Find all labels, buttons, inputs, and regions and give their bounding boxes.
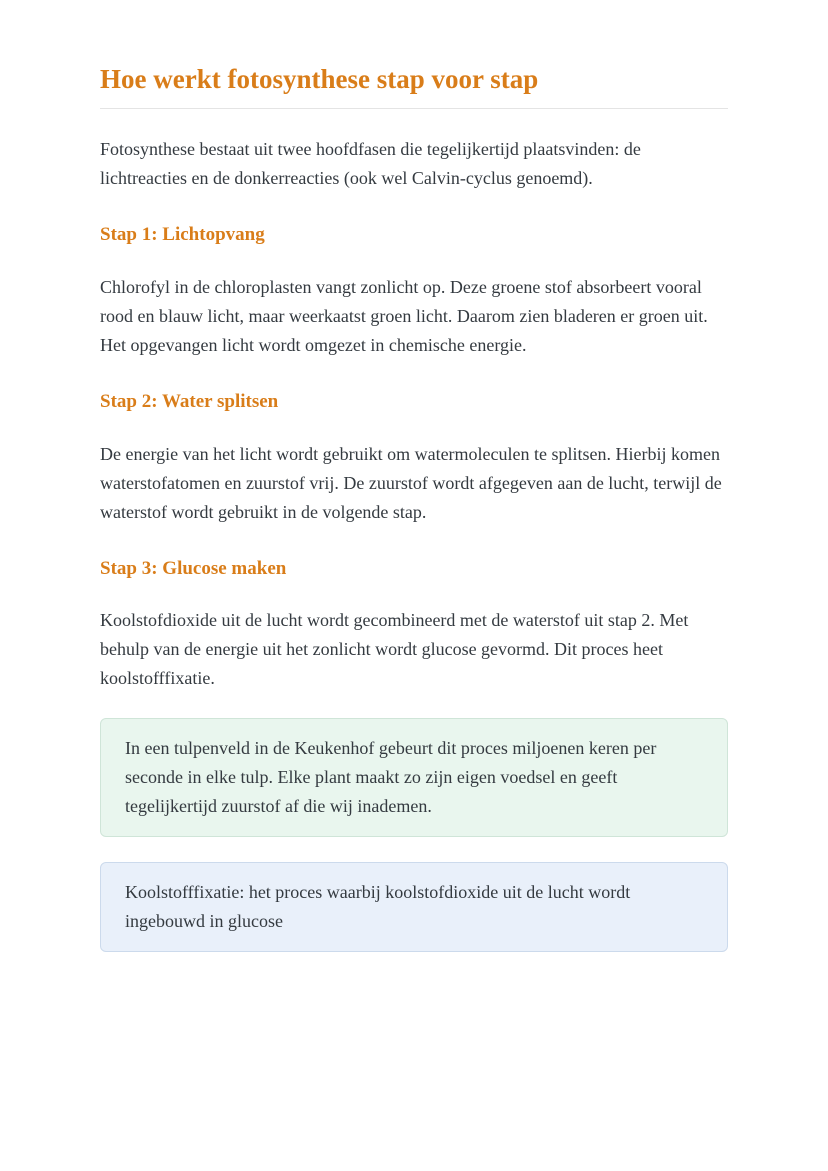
section-heading-step-2: Stap 2: Water splitsen — [100, 390, 279, 412]
fact-callout-box — [100, 718, 728, 837]
fact-callout-text: In een tulpenveld in de Keukenhof gebeurt dit proces miljoenen keren per seconde in elke tulp. Elke plant maakt zo zijn eigen voedsel en geeft tegelijkertijd zuurstof af die wij inademen. — [125, 738, 657, 817]
definition-callout-text: Koolstofffixatie: het proces waarbij koolstofdioxide uit de lucht wordt ingebouwd in glucose — [125, 882, 631, 932]
definition-callout-box — [100, 862, 728, 952]
section-heading-step-3: Stap 3: Glucose maken — [100, 557, 287, 579]
section-heading-step-1: Stap 1: Lichtopvang — [100, 224, 265, 246]
article-page — [100, 0, 728, 952]
intro-paragraph: Fotosynthese bestaat uit twee hoofdfasen die tegelijkertijd plaatsvinden: de lichtreacties en de donkerreacties (ook wel Calvin-cyclus genoemd). — [100, 139, 641, 189]
section-body-step-2: De energie van het licht wordt gebruikt om watermoleculen te splitsen. Hierbij komen waterstofatomen en zuurstof vrij. De zuurstof wordt afgegeven aan de lucht, terwijl de waterstof wordt gebruikt in de volgende stap. — [100, 443, 722, 522]
section-body-step-3: Koolstofdioxide uit de lucht wordt gecombineerd met de waterstof uit stap 2. Met behulp van de energie uit het zonlicht wordt glucose gevormd. Dit proces heet koolstofffixatie. — [100, 610, 689, 689]
section-body-step-1: Chlorofyl in de chloroplasten vangt zonlicht op. Deze groene stof absorbeert vooral rood en blauw licht, maar weerkaatst groen licht. Daarom zien bladeren er groen uit. Het opgevangen licht wordt omgezet in chemische energie. — [100, 276, 708, 355]
page-title: Hoe werkt fotosynthese stap voor stap — [100, 64, 728, 109]
